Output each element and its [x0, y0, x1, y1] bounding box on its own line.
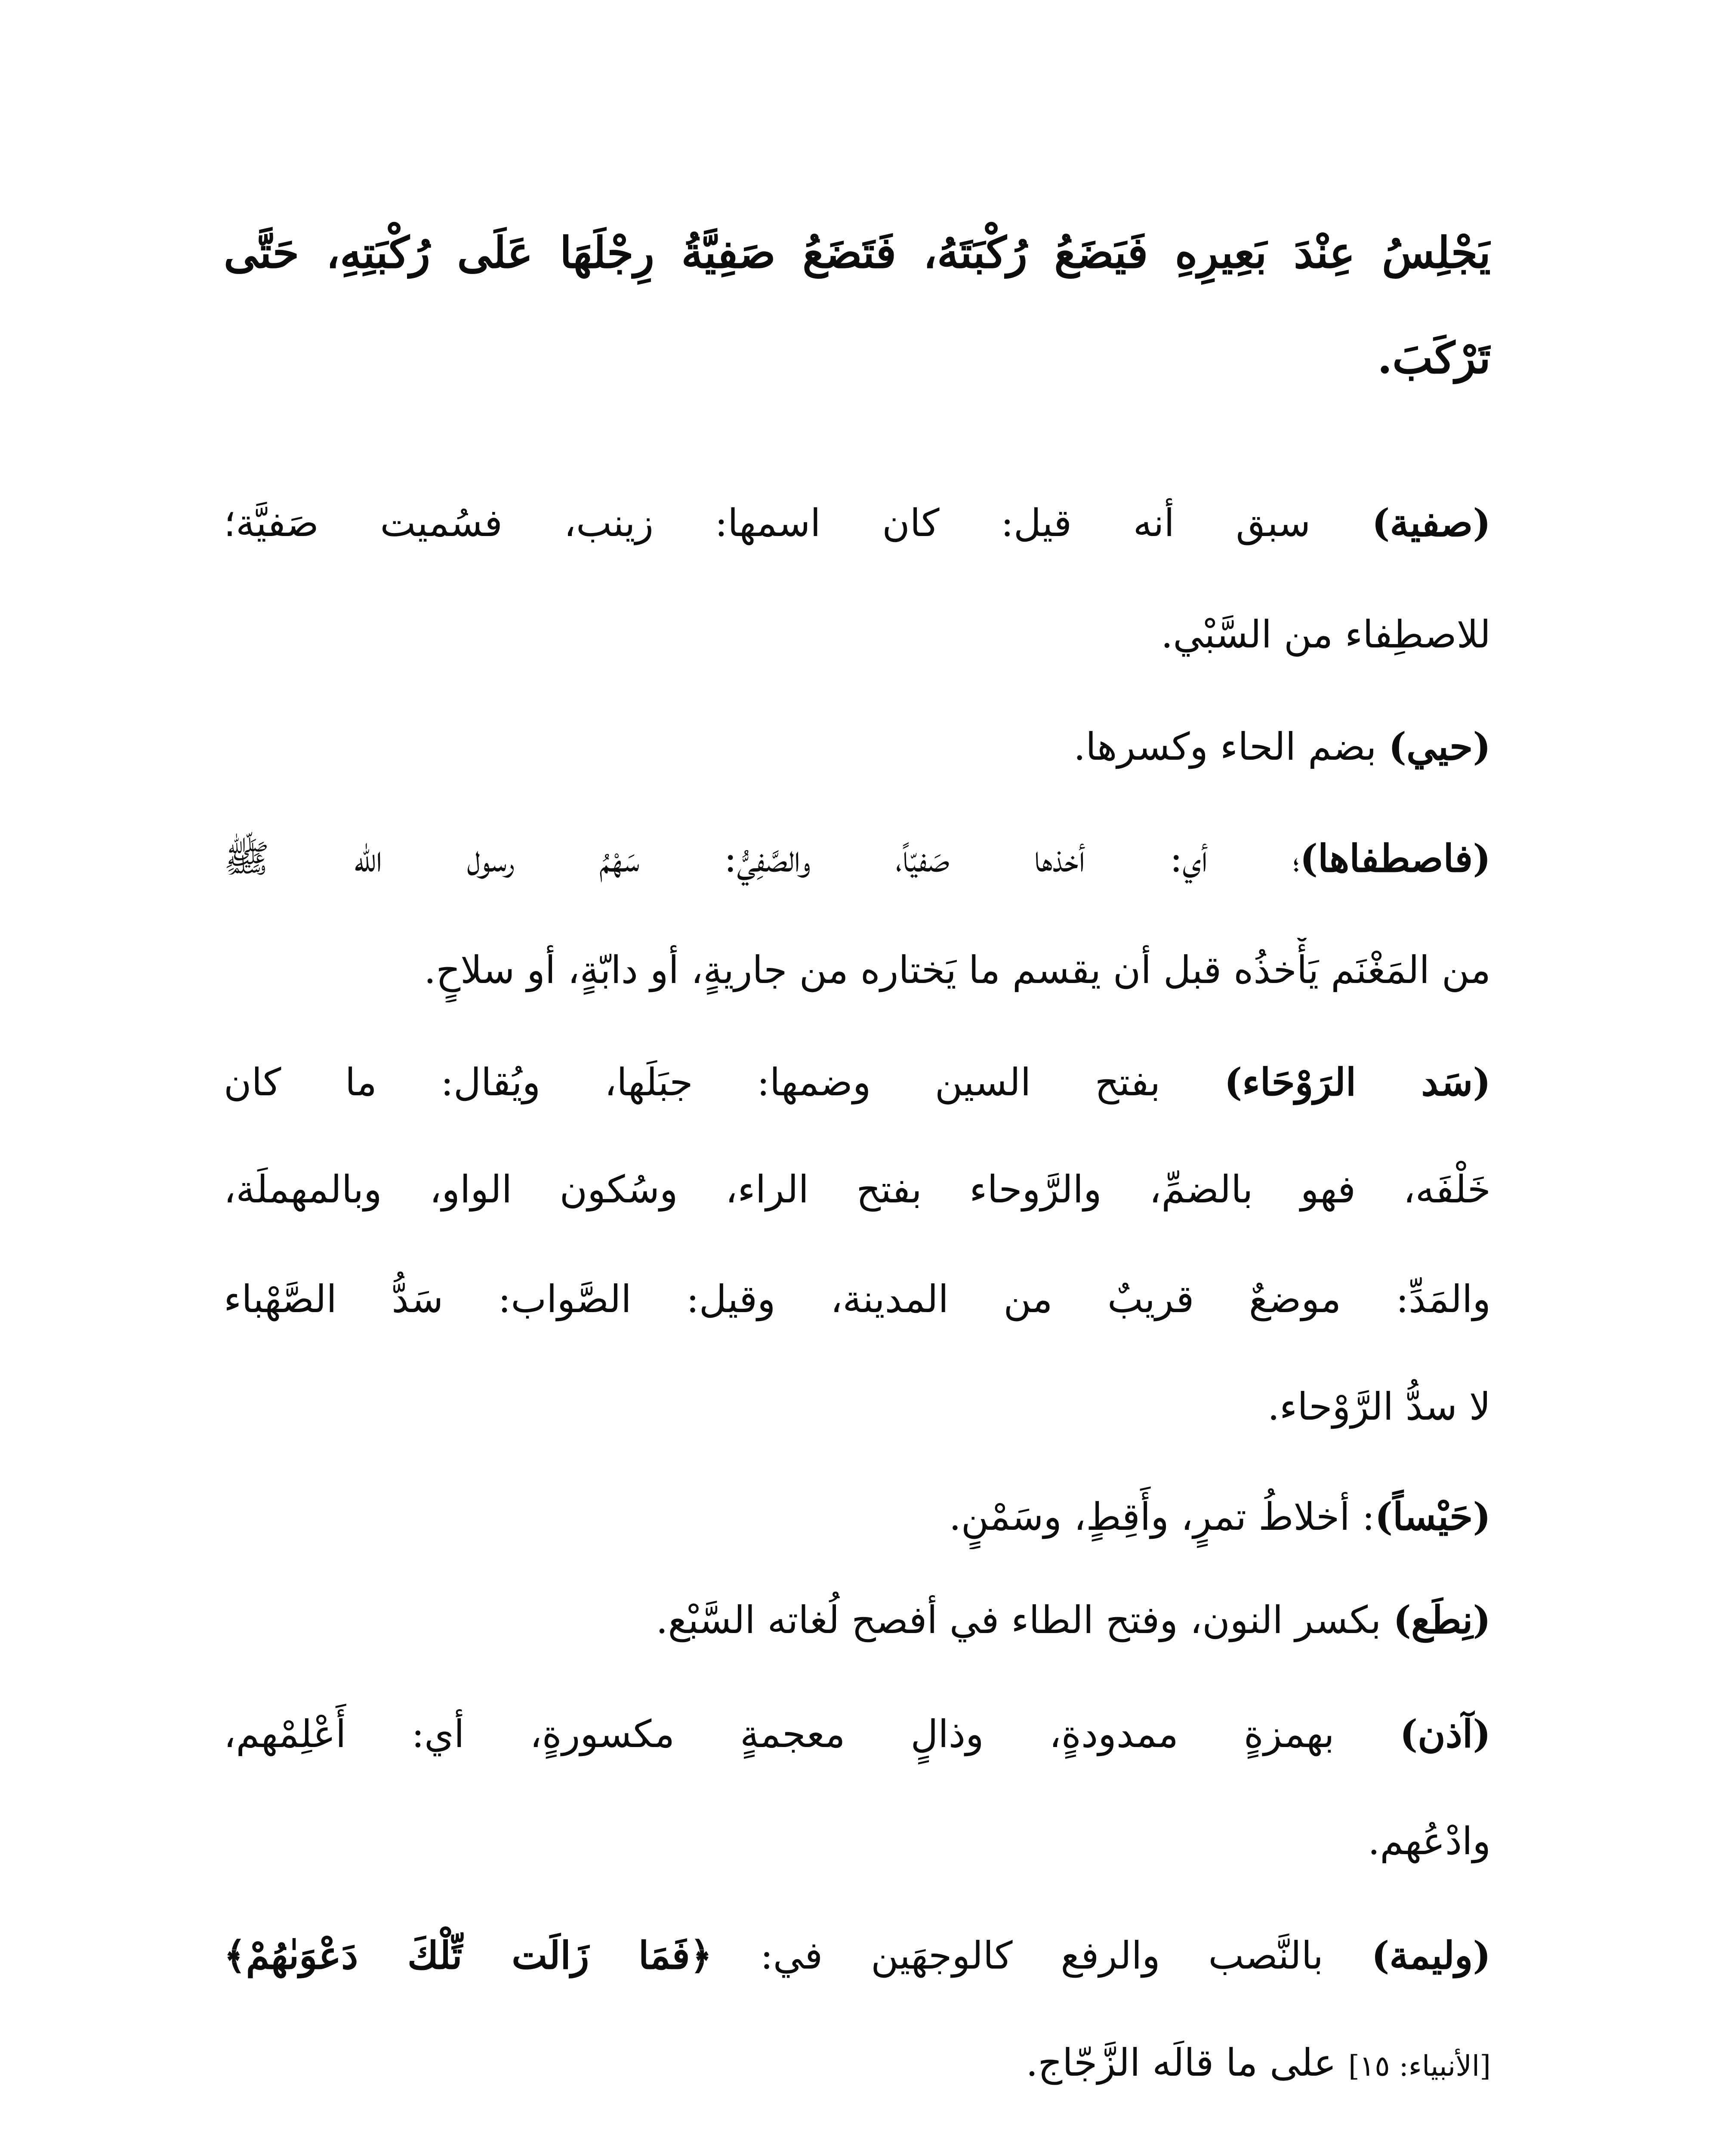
matn-line-2: تَرْكَبَ. [1377, 333, 1491, 383]
glossary-term: (حَيْساً) [1375, 1494, 1491, 1539]
commentary-line [224, 1923, 1491, 1988]
glossary-term: (فاصطفاها) [1300, 836, 1491, 881]
commentary-text: : أخلاطُ تمرٍ، وأَقِطٍ، وسَمْنٍ. [949, 1495, 1375, 1539]
quran-verse: ﴿فَمَا زَالَت تِّلْكَ دَعْوَىٰهُمْ﴾ [224, 1933, 712, 1978]
commentary-text: بهمزةٍ ممدودةٍ، وذالٍ معجمةٍ مكسورةٍ، أي: أَعْلِمْهم، [224, 1712, 1400, 1756]
commentary-line [224, 490, 1491, 555]
commentary-text: على ما قالَه الزَّجّاج. [1026, 2040, 1349, 2085]
commentary-line [224, 1050, 1491, 1115]
commentary-text: سبق أنه قيل: كان اسمها: زينب، فسُميت صَفيَّة؛ [224, 501, 1372, 545]
commentary-line: للاصطِفاء من السَّبْي. [1161, 612, 1491, 656]
glossary-term: (وليمة) [1371, 1933, 1491, 1978]
commentary-line [224, 714, 1491, 779]
glossary-term: (حيي) [1388, 724, 1491, 769]
glossary-term: (سَد الرَوْحَاء) [1224, 1060, 1491, 1104]
commentary-text: ؛ أي: أخذها صَفيّاً، والصَّفِيُّ: سَهْمُ رسول الله ﷺ [224, 836, 1300, 881]
glossary-term: (آذن) [1400, 1711, 1491, 1756]
commentary-line [224, 1701, 1491, 1766]
commentary-line [224, 2031, 1491, 2099]
commentary-line: والمَدِّ: موضعٌ قريبٌ من المدينة، وقيل: الصَّواب: سَدُّ الصَّهْباء [224, 1277, 1491, 1321]
commentary-line: وادْعُهم. [1368, 1819, 1491, 1863]
commentary-line [224, 1587, 1491, 1652]
commentary-text: بفتح السين وضمها: جبَلَها، ويُقال: ما كان [224, 1060, 1224, 1104]
glossary-term: (صفية) [1372, 500, 1491, 545]
commentary-line [224, 1484, 1491, 1549]
commentary-text: بالنَّصب والرفع كالوجهَين في: [712, 1933, 1372, 1978]
glossary-term: (نِطَع) [1393, 1597, 1491, 1642]
commentary-text: بضم الحاء وكسرها. [1073, 724, 1389, 769]
commentary-line [224, 826, 1491, 891]
commentary-line: لا سدُّ الرَّوْحاء. [1267, 1384, 1491, 1429]
commentary-line [224, 2147, 1491, 2151]
quran-reference: [الأنبياء: ١٥] [1348, 2049, 1491, 2083]
commentary-text: بكسر النون، وفتح الطاء في أفصح لُغاته السَّبْع. [656, 1598, 1394, 1642]
commentary-line: من المَغْنَم يَأْخذُه قبل أن يقسم ما يَختاره من جاريةٍ، أو دابّةٍ، أو سلاحٍ. [424, 948, 1491, 992]
commentary-line: خَلْفَه، فهو بالضمِّ، والرَّوحاء بفتح الراء، وسُكون الواو، وبالمهملَة، [224, 1167, 1491, 1211]
matn-line-1: يَجْلِسُ عِنْدَ بَعِيرِهِ فَيَضَعُ رُكْبَتَهُ، فَتَضَعُ صَفِيَّةُ رِجْلَهَا عَلَى رُكْبَتِهِ، حَتَّى [224, 227, 1491, 278]
